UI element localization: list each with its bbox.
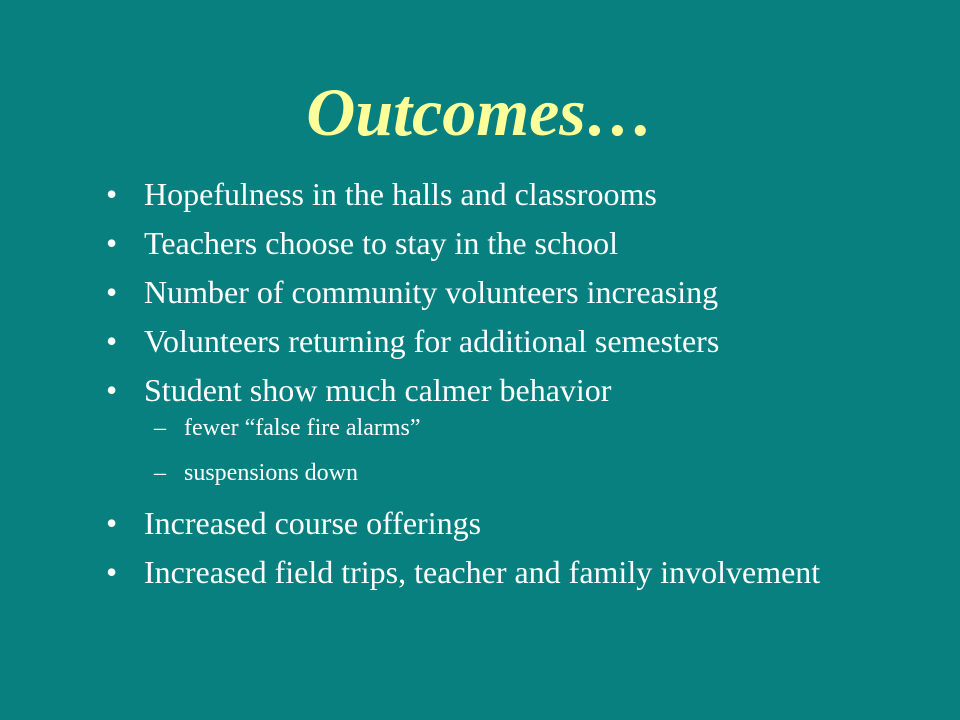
bullet-text: Increased course offerings — [144, 505, 482, 541]
bullet-text: Increased field trips, teacher and family involvement — [144, 554, 821, 590]
bullet-item — [106, 272, 926, 312]
sub-bullet-mark: – — [154, 415, 166, 441]
bullet-text: Volunteers returning for additional semesters — [144, 323, 720, 359]
bullet-mark: • — [106, 274, 118, 310]
bullet-list — [106, 174, 926, 601]
bullet-mark: • — [106, 372, 118, 408]
sub-bullet-item — [106, 458, 926, 488]
sub-bullet-text: fewer “false fire alarms” — [184, 415, 421, 441]
sub-bullet-list — [106, 413, 926, 488]
sub-bullet-group — [106, 413, 926, 488]
bullet-item — [106, 321, 926, 361]
bullet-mark: • — [106, 176, 118, 212]
bullet-text: Teachers choose to stay in the school — [144, 225, 619, 261]
sub-bullet-text: suspensions down — [184, 460, 359, 486]
sub-bullet-item — [106, 413, 926, 443]
bullet-text: Hopefulness in the halls and classrooms — [144, 176, 657, 212]
sub-bullet-mark: – — [154, 460, 166, 486]
slide-title: Outcomes… — [306, 74, 654, 150]
bullet-mark: • — [106, 225, 118, 261]
bullet-item — [106, 552, 926, 592]
bullet-item — [106, 174, 926, 214]
bullet-mark: • — [106, 554, 118, 590]
bullet-mark: • — [106, 505, 118, 541]
bullet-text: Number of community volunteers increasing — [144, 274, 719, 310]
bullet-mark: • — [106, 323, 118, 359]
bullet-item — [106, 370, 926, 410]
bullet-text: Student show much calmer behavior — [144, 372, 612, 408]
bullet-item — [106, 503, 926, 543]
bullet-item — [106, 223, 926, 263]
